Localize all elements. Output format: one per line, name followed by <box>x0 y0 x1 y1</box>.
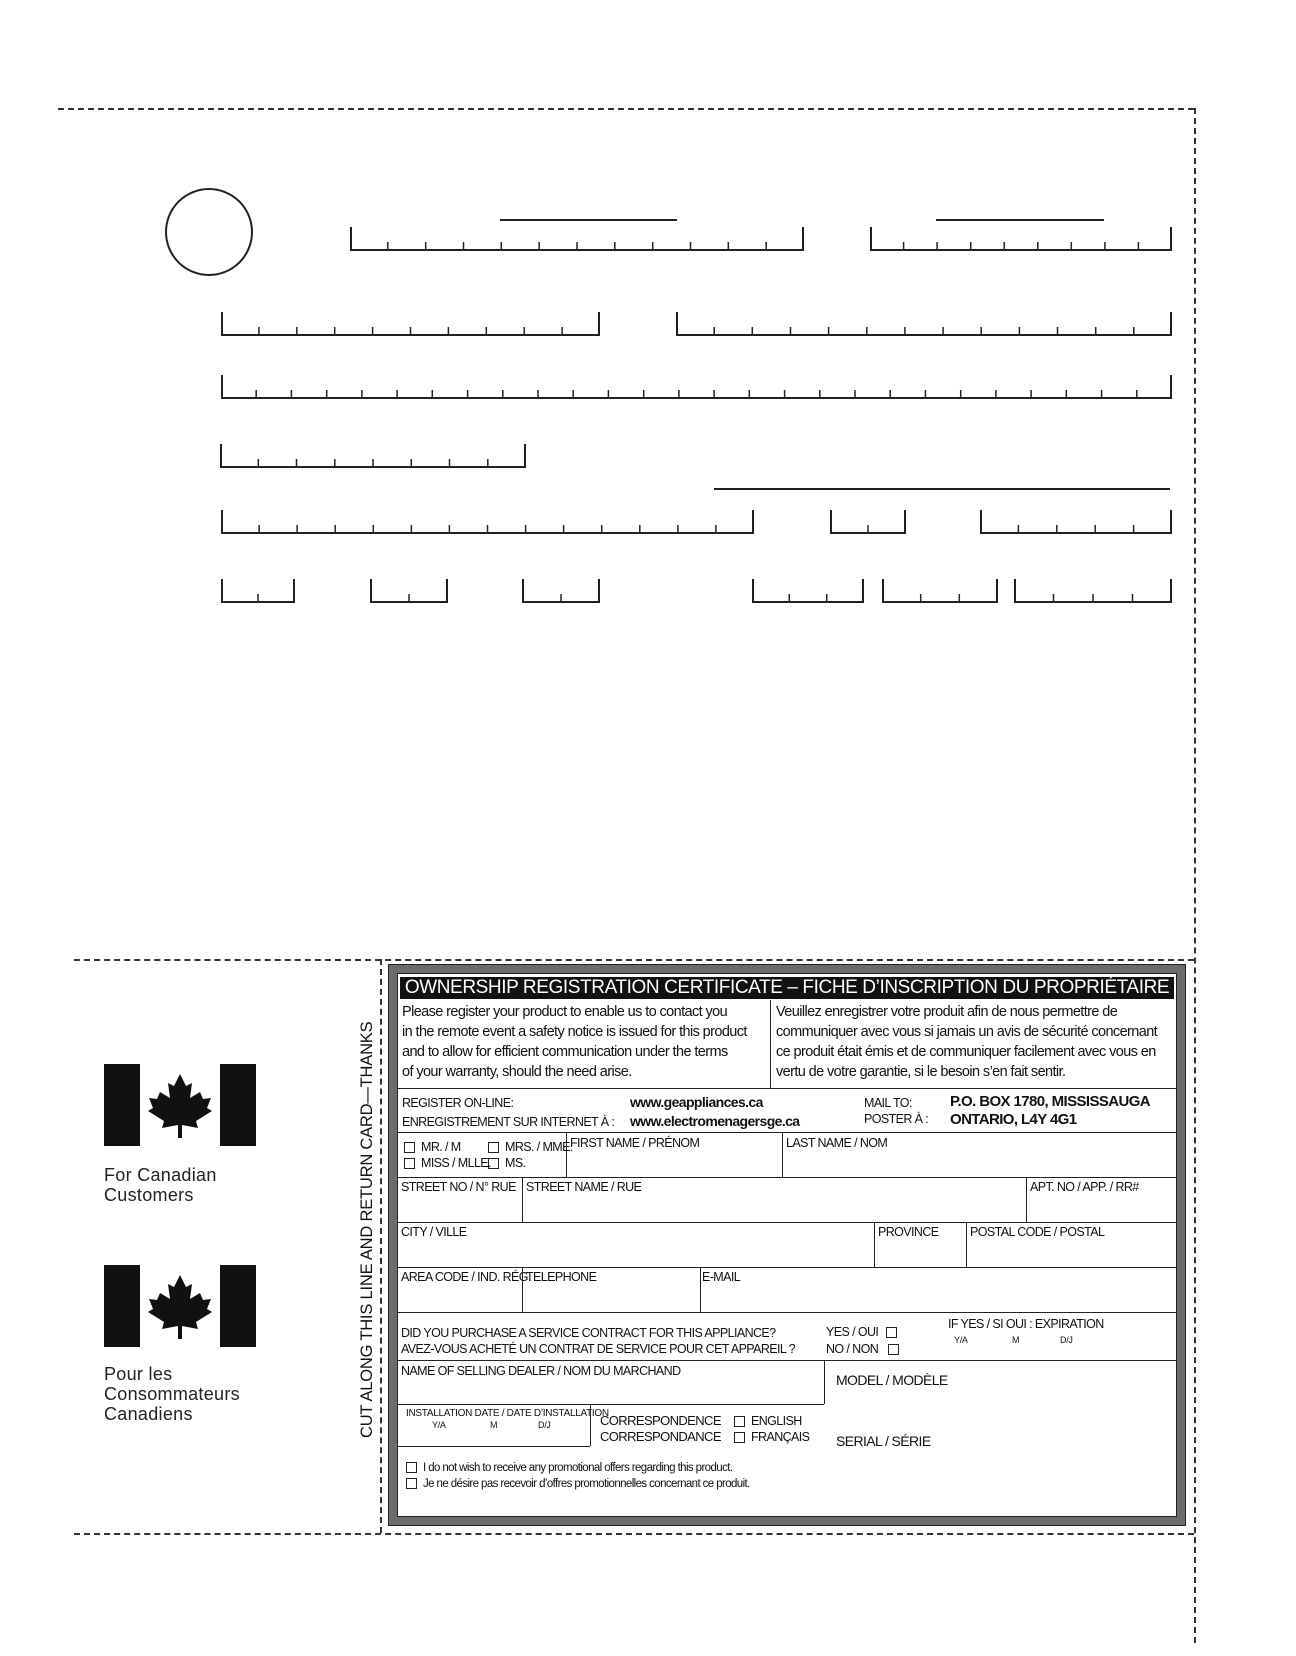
character-entry-box[interactable] <box>676 312 1172 336</box>
apt-no-field[interactable]: APT. NO / APP. / RR# <box>1030 1180 1139 1194</box>
character-entry-box[interactable] <box>752 579 864 603</box>
register-online-label: REGISTER ON-LINE: <box>402 1096 514 1110</box>
address-line-1: P.O. BOX 1780, MISSISSAUGA <box>950 1093 1151 1110</box>
character-entry-box[interactable] <box>370 579 448 603</box>
character-entry-box[interactable] <box>1014 579 1172 603</box>
city-field[interactable]: CITY / VILLE <box>401 1225 467 1239</box>
install-day[interactable]: D/J <box>538 1420 551 1430</box>
area-code-field[interactable]: AREA CODE / IND. RÉG. <box>401 1270 531 1284</box>
service-question-fr: AVEZ-VOUS ACHETÉ UN CONTRAT DE SERVICE POUR CET APPAREIL ? <box>401 1342 796 1356</box>
email-field[interactable]: E-MAIL <box>702 1270 741 1284</box>
intro-en: Please register your product to enable us to contact you in the remote event a safety notice is issued for this product and to allow for efficient communication under the terms of your warranty, should the need arise. <box>402 1004 747 1080</box>
poster-label: POSTER À : <box>864 1112 929 1126</box>
expiration-label: IF YES / SI OUI : EXPIRATION <box>948 1317 1104 1331</box>
registration-card <box>388 964 1186 1526</box>
service-yes-option[interactable]: YES / OUI <box>826 1325 903 1339</box>
character-entry-box[interactable] <box>221 375 1172 399</box>
expiration-month[interactable]: M <box>1012 1335 1020 1345</box>
signature-line-2[interactable] <box>936 219 1104 221</box>
address-line-2: ONTARIO, L4Y 4G1 <box>950 1111 1077 1128</box>
canadian-flag-icon <box>104 1265 256 1347</box>
checkbox-icon[interactable] <box>404 1158 415 1169</box>
enregistrement-url[interactable]: www.electromenagersge.ca <box>630 1113 800 1129</box>
street-no-field[interactable]: STREET NO / N° RUE <box>401 1180 516 1194</box>
enregistrement-label: ENREGISTREMENT SUR INTERNET À : <box>402 1115 615 1129</box>
service-question-en: DID YOU PURCHASE A SERVICE CONTRACT FOR THIS APPLIANCE? <box>401 1326 776 1340</box>
model-field[interactable]: MODEL / MODÈLE <box>836 1372 948 1388</box>
entry-line[interactable] <box>714 488 1170 490</box>
checkbox-icon[interactable] <box>734 1416 745 1427</box>
checkbox-icon[interactable] <box>734 1432 745 1443</box>
telephone-field[interactable]: TELEPHONE <box>526 1270 597 1284</box>
optout-en-option[interactable]: I do not wish to receive any promotional offers regarding this product. <box>406 1462 732 1474</box>
checkbox-icon[interactable] <box>406 1478 417 1489</box>
title-ms-option[interactable]: MS. <box>488 1156 525 1170</box>
language-english-option[interactable]: ENGLISH <box>734 1414 802 1428</box>
character-entry-box[interactable] <box>522 579 600 603</box>
cut-line-bottom <box>74 1533 1194 1535</box>
street-name-field[interactable]: STREET NAME / RUE <box>526 1180 642 1194</box>
register-online-url[interactable]: www.geappliances.ca <box>630 1094 763 1110</box>
canadian-flag-icon <box>104 1064 256 1146</box>
certificate-title: OWNERSHIP REGISTRATION CERTIFICATE – FICHE D’INSCRIPTION DU PROPRIÉTAIRE <box>400 977 1174 999</box>
checkbox-icon[interactable] <box>888 1344 899 1355</box>
cut-line-middle <box>74 959 1194 961</box>
character-entry-box[interactable] <box>221 312 600 336</box>
intro-fr: Veuillez enregistrer votre produit afin de nous permettre de communiquer avec vous si jamais un avis de sécurité concernant ce produit était émis et de communiquer facilement avec vous en vertu de votre garantie, si le besoin s’en fait sentir. <box>776 1004 1158 1080</box>
character-entry-box[interactable] <box>830 510 906 534</box>
cut-line-right <box>1194 108 1196 1643</box>
checkbox-icon[interactable] <box>886 1327 897 1338</box>
province-field[interactable]: PROVINCE <box>878 1225 939 1239</box>
checkbox-icon[interactable] <box>404 1142 415 1153</box>
title-miss-option[interactable]: MISS / MLLE. <box>404 1156 491 1170</box>
character-entry-box[interactable] <box>882 579 998 603</box>
title-mrs-option[interactable]: MRS. / MME. <box>488 1140 573 1154</box>
install-date-field[interactable]: INSTALLATION DATE / DATE D’INSTALLATION <box>406 1408 609 1419</box>
language-french-option[interactable]: FRANÇAIS <box>734 1430 809 1444</box>
character-entry-box[interactable] <box>221 510 754 534</box>
title-mr-option[interactable]: MR. / M <box>404 1140 461 1154</box>
cut-instruction: CUT ALONG THIS LINE AND RETURN CARD—THANKS <box>358 1021 376 1438</box>
install-year[interactable]: Y/A <box>432 1420 446 1430</box>
first-name-field[interactable]: FIRST NAME / PRÉNOM <box>570 1136 700 1150</box>
checkbox-icon[interactable] <box>488 1158 499 1169</box>
flag-caption-en: For Canadian Customers <box>104 1165 217 1205</box>
character-entry-box[interactable] <box>980 510 1172 534</box>
marker-circle <box>165 188 253 276</box>
correspondence-en: CORRESPONDENCE <box>600 1413 721 1428</box>
character-entry-box[interactable] <box>870 227 1172 251</box>
last-name-field[interactable]: LAST NAME / NOM <box>786 1136 888 1150</box>
signature-line-1[interactable] <box>500 219 677 221</box>
checkbox-icon[interactable] <box>406 1462 417 1473</box>
expiration-day[interactable]: D/J <box>1060 1335 1073 1345</box>
character-entry-box[interactable] <box>220 444 526 468</box>
install-month[interactable]: M <box>490 1420 498 1430</box>
correspondence-fr: CORRESPONDANCE <box>600 1429 721 1444</box>
cut-line-card-left <box>380 959 382 1533</box>
dealer-field[interactable]: NAME OF SELLING DEALER / NOM DU MARCHAND <box>401 1364 681 1378</box>
checkbox-icon[interactable] <box>488 1142 499 1153</box>
postal-code-field[interactable]: POSTAL CODE / POSTAL <box>970 1225 1105 1239</box>
service-no-option[interactable]: NO / NON <box>826 1342 905 1356</box>
expiration-year[interactable]: Y/A <box>954 1335 968 1345</box>
mail-to-label: MAIL TO: <box>864 1096 912 1110</box>
optout-fr-option[interactable]: Je ne désire pas recevoir d’offres promotionnelles concernant ce produit. <box>406 1478 750 1490</box>
serial-field[interactable]: SERIAL / SÉRIE <box>836 1433 931 1449</box>
character-entry-box[interactable] <box>350 227 804 251</box>
character-entry-box[interactable] <box>221 579 295 603</box>
cut-line-top <box>58 108 1194 110</box>
flag-caption-fr: Pour les Consommateurs Canadiens <box>104 1364 240 1424</box>
